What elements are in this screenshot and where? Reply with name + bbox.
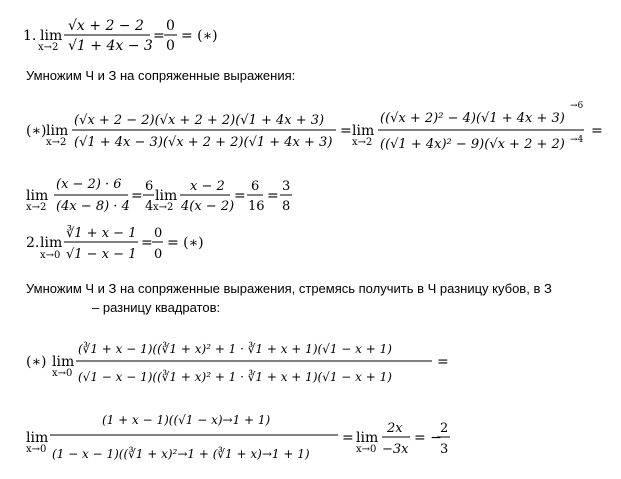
arrow-annotation: →6 (570, 101, 584, 111)
svg-text:0: 0 (154, 247, 163, 262)
lim-label: lim (26, 430, 49, 446)
step-numerator: (∛1 + x − 1)((∛1 + x)² + 1 · ∛1 + x + 1)(√1 − x + 1) (78, 342, 392, 356)
step-denominator: (√1 + 4x − 3)(√x + 2 + 2)(√1 + 4x + 3) (74, 135, 333, 150)
svg-text:=: = (131, 188, 143, 204)
problem-1-limit (23, 18, 218, 54)
svg-text:=: = (591, 123, 603, 139)
problem-2-step-1 (26, 341, 449, 384)
step-numerator: (√x + 2 − 2)(√x + 2 + 2)(√1 + 4x + 3) (74, 113, 325, 128)
zero-numerator: 0 (166, 18, 175, 34)
intro-text-1: Умножим Ч и З на сопряженные выражения: (26, 68, 296, 83)
lim-subscript: x→2 (46, 137, 67, 148)
problem-1-step-2 (26, 177, 292, 214)
star-prefix: (∗) (26, 354, 47, 370)
intro-text-2: Умножим Ч и З на сопряженные выражения, стремясь получить в Ч разницу кубов, в З (26, 281, 552, 296)
lim-label: lim (40, 28, 63, 44)
svg-text:=: = (141, 235, 153, 251)
lim-subscript: x→2 (26, 202, 47, 213)
svg-text:6: 6 (251, 179, 260, 194)
problem-2-limit (26, 225, 204, 262)
lim-subscript: x→0 (26, 444, 47, 455)
intro-text-2b: – разницу квадратов: (92, 300, 221, 315)
lim-label: lim (356, 430, 379, 446)
star-marker: = (∗) (181, 28, 218, 44)
svg-text:4: 4 (145, 199, 154, 214)
problem-2-step-2 (26, 413, 450, 461)
problem-2-number: 2. (26, 235, 40, 251)
lim-label: lim (40, 235, 63, 251)
zero-denominator: 0 (166, 38, 175, 54)
problem-1-number: 1. (23, 28, 37, 44)
lim-subscript: x→0 (52, 368, 73, 379)
svg-text:16: 16 (248, 199, 265, 214)
star-prefix: (∗) (26, 123, 47, 139)
svg-text:= −: = − (414, 430, 442, 446)
svg-text:2x: 2x (387, 421, 403, 436)
final-result-num: 3 (282, 179, 291, 194)
arrow-annotation: →4 (570, 135, 584, 145)
final-result-den: 3 (440, 442, 449, 457)
lim-subscript: x→0 (356, 444, 377, 455)
svg-text:0: 0 (154, 226, 163, 241)
step-denominator: (4x − 8) · 4 (56, 199, 130, 214)
svg-text:=: = (437, 354, 449, 370)
star-marker: = (∗) (167, 235, 204, 251)
final-result-num: 2 (440, 421, 449, 436)
svg-text:=: = (342, 430, 354, 446)
step-numerator: (x − 2) · 6 (56, 177, 122, 192)
lim-label: lim (52, 354, 75, 370)
fraction-denominator: √1 + 4x − 3 (68, 38, 153, 54)
svg-text:6: 6 (145, 179, 154, 194)
lim-subscript: x→2 (38, 42, 59, 53)
svg-text:−3x: −3x (382, 442, 409, 457)
svg-text:=: = (267, 188, 279, 204)
rhs-numerator: ((√x + 2)² − 4)(√1 + 4x + 3) (380, 111, 565, 126)
svg-text:x − 2: x − 2 (190, 179, 225, 194)
svg-text:=: = (153, 28, 165, 44)
fraction-numerator: ∛1 + x − 1 (66, 226, 137, 241)
lim-subscript: x→2 (352, 137, 373, 148)
lim-label: lim (46, 123, 69, 139)
lim-label: lim (155, 188, 178, 204)
lim-subscript: x→0 (40, 250, 61, 261)
step-denominator: (1 − x − 1)((∛1 + x)²→1 + (∛1 + x)→1 + 1) (52, 447, 310, 461)
lim-label: lim (26, 188, 49, 204)
svg-text:=: = (340, 123, 352, 139)
lim-label: lim (352, 123, 375, 139)
svg-text:=: = (234, 188, 246, 204)
svg-text:4(x − 2): 4(x − 2) (181, 199, 235, 214)
fraction-denominator: √1 − x − 1 (66, 247, 137, 262)
lim-subscript: x→2 (153, 202, 174, 213)
problem-1-step-1 (26, 101, 603, 152)
rhs-denominator: ((√1 + 4x)² − 9)(√x + 2 + 2) (380, 137, 565, 152)
step-numerator: (1 + x − 1)((√1 − x)→1 + 1) (102, 413, 271, 427)
step-denominator: (√1 − x − 1)((∛1 + x)² + 1 · ∛1 + x + 1)(√1 − x + 1) (78, 370, 392, 384)
final-result-den: 8 (282, 199, 291, 214)
fraction-numerator: √x + 2 − 2 (68, 18, 144, 34)
